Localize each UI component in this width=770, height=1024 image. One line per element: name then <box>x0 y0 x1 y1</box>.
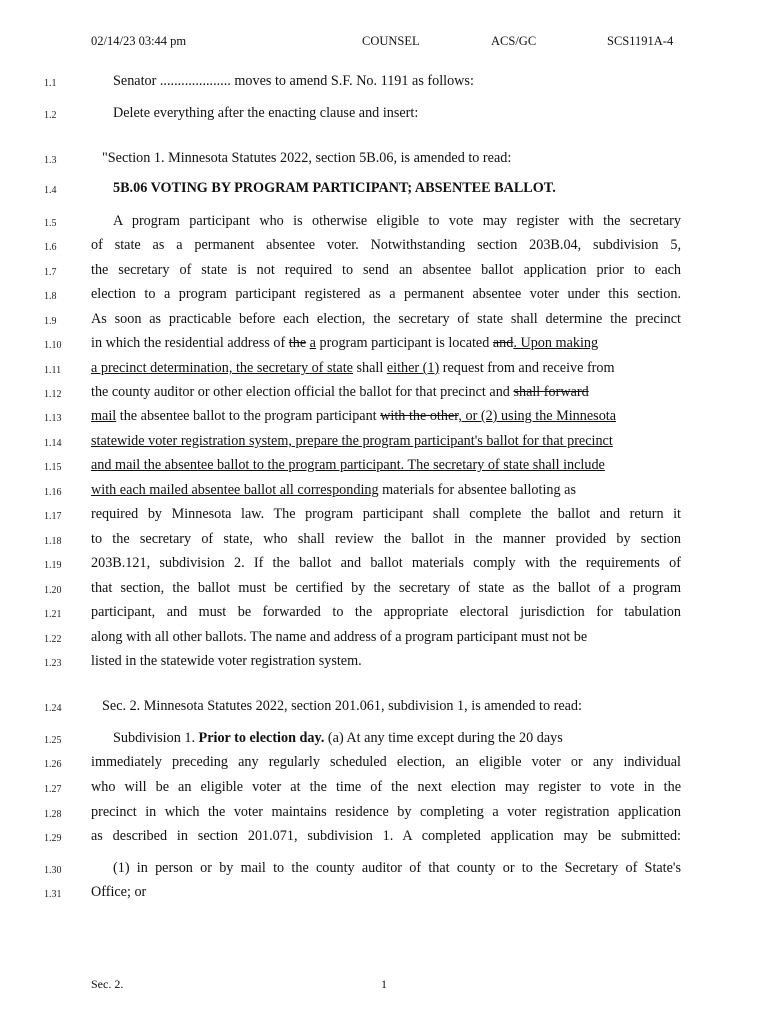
line-number: 1.1 <box>44 78 57 89</box>
line-1-22 <box>0 629 770 649</box>
text-segment: the absentee ballot to the program participant <box>116 408 381 424</box>
inserted-text: a precinct determination, the secretary of state <box>91 360 353 376</box>
line-number: 1.18 <box>44 536 62 547</box>
inserted-text: with each mailed absentee ballot all corresponding <box>91 482 379 498</box>
line-text: of state as a permanent absentee voter. Notwithstanding section 203B.04, subdivision 5, <box>91 237 681 253</box>
line-number: 1.17 <box>44 511 62 522</box>
subdivision-headnote: Prior to election day. <box>198 730 325 746</box>
line-number: 1.5 <box>44 218 57 229</box>
line-text: along with all other ballots. The name and address of a program participant must not be <box>91 629 588 645</box>
line-number: 1.6 <box>44 242 57 253</box>
line-text: (1) in person or by mail to the county auditor of that county or to the Secretary of State's <box>113 860 681 876</box>
line-number: 1.23 <box>44 658 62 669</box>
line-1-6 <box>0 237 770 257</box>
line-number: 1.14 <box>44 438 62 449</box>
line-1-21 <box>0 604 770 624</box>
line-number: 1.25 <box>44 735 62 746</box>
text-segment: in which the residential address of <box>91 335 289 351</box>
line-text: precinct in which the voter maintains residence by completing a voter registration application <box>91 804 681 820</box>
line-1-14 <box>0 433 770 453</box>
line-1-20 <box>0 580 770 600</box>
line-number: 1.22 <box>44 634 62 645</box>
line-number: 1.26 <box>44 759 62 770</box>
line-text: Senator .................... moves to amend S.F. No. 1191 as follows: <box>113 73 474 89</box>
line-number: 1.3 <box>44 155 57 166</box>
line-number: 1.30 <box>44 865 62 876</box>
header-timestamp: 02/14/23 03:44 pm <box>91 34 187 48</box>
line-number: 1.13 <box>44 413 62 424</box>
text-segment: shall <box>352 360 387 376</box>
line-1-23 <box>0 653 770 673</box>
line-1-15 <box>0 457 770 477</box>
line-number: 1.8 <box>44 291 57 302</box>
line-number: 1.12 <box>44 389 62 400</box>
inserted-text: and mail the absentee ballot to the program participant. The secretary of state shall include <box>91 457 605 473</box>
stricken-text: with the other <box>380 408 459 424</box>
line-text: "Section 1. Minnesota Statutes 2022, section 5B.06, is amended to read: <box>102 150 512 166</box>
line-1-9 <box>0 311 770 331</box>
line-text: to the secretary of state, who shall review the ballot in the manner provided by section <box>91 531 681 547</box>
line-number: 1.11 <box>44 365 62 376</box>
line-1-29 <box>0 828 770 848</box>
inserted-text: mail <box>91 408 117 424</box>
text-segment: program participant is located <box>315 335 493 351</box>
line-1-26 <box>0 754 770 774</box>
text-segment: materials for absentee balloting as <box>378 482 576 498</box>
inserted-text: either (1) <box>386 360 440 376</box>
text-segment: Subdivision 1. <box>113 730 199 746</box>
line-1-18 <box>0 531 770 551</box>
stricken-text: and <box>492 335 514 351</box>
header-initials: ACS/GC <box>491 34 537 48</box>
line-number: 1.28 <box>44 809 62 820</box>
line-1-30 <box>0 860 770 880</box>
line-text: who will be an eligible voter at the time of the next election may register to vote in the <box>91 779 681 795</box>
line-1-5 <box>0 213 770 233</box>
text-segment: (a) At any time except during the 20 days <box>324 730 563 746</box>
line-text: 203B.121, subdivision 2. If the ballot and ballot materials comply with the requirements of <box>91 555 681 571</box>
line-text: Delete everything after the enacting clause and insert: <box>113 105 419 121</box>
line-1-31 <box>0 884 770 904</box>
line-text <box>91 335 598 352</box>
line-text <box>91 360 615 377</box>
inserted-text: , or (2) using the Minnesota <box>458 408 617 424</box>
line-text: As soon as practicable before each election, the secretary of state shall determine the precinct <box>91 311 681 327</box>
statute-title <box>0 180 770 200</box>
line-text: required by Minnesota law. The program participant shall complete the ballot and return it <box>91 506 681 522</box>
section-1-heading <box>0 150 770 170</box>
page-number: 1 <box>381 977 387 991</box>
line-text <box>113 730 563 747</box>
line-text: listed in the statewide voter registration system. <box>91 653 362 669</box>
inserted-text: . Upon making <box>513 335 599 351</box>
line-number: 1.16 <box>44 487 62 498</box>
line-text: immediately preceding any regularly scheduled election, an eligible voter or any individual <box>91 754 681 770</box>
line-number: 1.4 <box>44 185 57 196</box>
header-office: COUNSEL <box>362 34 420 48</box>
line-1-12 <box>0 384 770 404</box>
inserted-text: a <box>309 335 316 351</box>
line-1-16 <box>0 482 770 502</box>
line-text: Sec. 2. Minnesota Statutes 2022, section 201.061, subdivision 1, is amended to read: <box>102 698 582 714</box>
line-text: participant, and must be forwarded to the appropriate electoral jurisdiction for tabulation <box>91 604 681 620</box>
line-text <box>91 408 616 425</box>
line-1-8 <box>0 286 770 306</box>
line-1-17 <box>0 506 770 526</box>
inserted-text: statewide voter registration system, prepare the program participant's ballot for that precinct <box>91 433 613 449</box>
line-number: 1.24 <box>44 703 62 714</box>
line-text <box>91 384 589 401</box>
stricken-text: shall forward <box>513 384 589 400</box>
line-text: the secretary of state is not required to send an absentee ballot application prior to each <box>91 262 681 278</box>
line-1-2 <box>0 105 770 125</box>
footer-section: Sec. 2. <box>91 977 124 991</box>
line-number: 1.21 <box>44 609 62 620</box>
line-1-11 <box>0 360 770 380</box>
line-number: 1.19 <box>44 560 62 571</box>
line-number: 1.29 <box>44 833 62 844</box>
line-text: 5B.06 VOTING BY PROGRAM PARTICIPANT; ABSENTEE BALLOT. <box>113 180 556 196</box>
line-text <box>91 482 576 499</box>
section-2-heading <box>0 698 770 718</box>
line-1-25 <box>0 730 770 750</box>
line-number: 1.2 <box>44 110 57 121</box>
stricken-text: the <box>288 335 307 351</box>
line-text: election to a program participant registered as a permanent absentee voter under this section. <box>91 286 681 302</box>
text-segment: request from and receive from <box>439 360 615 376</box>
line-1-13 <box>0 408 770 428</box>
line-number: 1.31 <box>44 889 62 900</box>
text-segment: the county auditor or other election official the ballot for that precinct and <box>91 384 514 400</box>
line-1-27 <box>0 779 770 799</box>
line-1-19 <box>0 555 770 575</box>
line-number: 1.10 <box>44 340 62 351</box>
line-number: 1.27 <box>44 784 62 795</box>
line-number: 1.7 <box>44 267 57 278</box>
line-text: Office; or <box>91 884 147 900</box>
header-doc-id: SCS1191A-4 <box>607 34 674 48</box>
line-text: A program participant who is otherwise eligible to vote may register with the secretary <box>113 213 681 229</box>
line-1-10 <box>0 335 770 355</box>
line-number: 1.9 <box>44 316 57 327</box>
line-1-28 <box>0 804 770 824</box>
line-number: 1.20 <box>44 585 62 596</box>
line-number: 1.15 <box>44 462 62 473</box>
line-text: as described in section 201.071, subdivision 1. A completed application may be submitted: <box>91 828 681 844</box>
line-text: that section, the ballot must be certified by the secretary of state as the ballot of a program <box>91 580 681 596</box>
line-1-7 <box>0 262 770 282</box>
line-1-1 <box>0 73 770 93</box>
